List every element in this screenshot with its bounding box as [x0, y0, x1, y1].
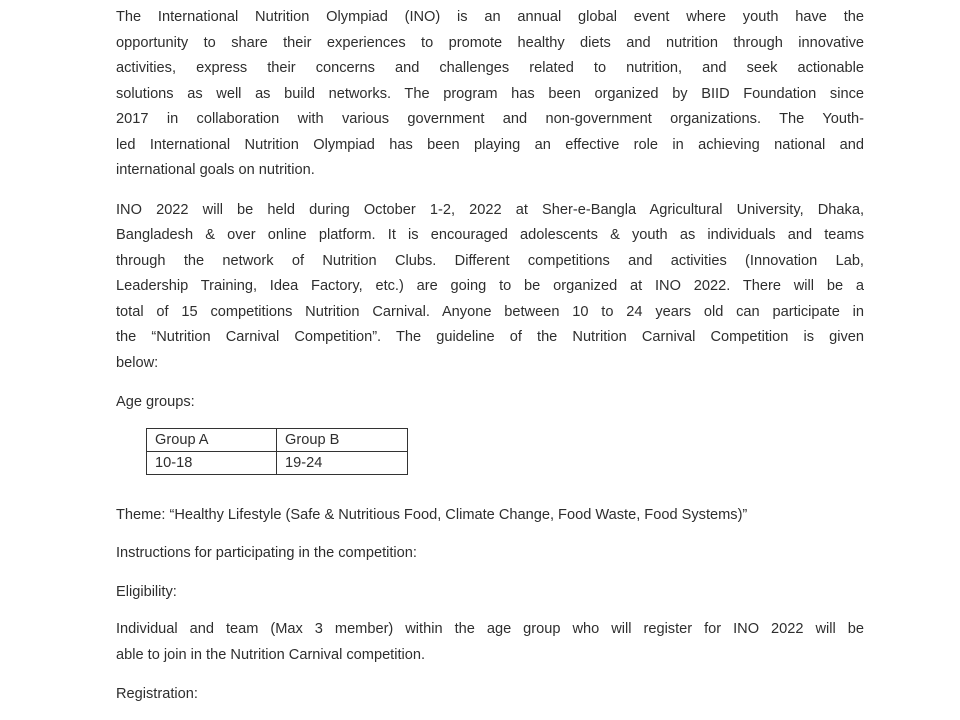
text-line: 2017 in collaboration with various government and non-government organizations. The Youth-: [116, 111, 864, 127]
table-row: [147, 451, 408, 474]
age-groups-label: Age groups:: [116, 394, 195, 410]
eligibility-heading: Eligibility:: [116, 583, 177, 600]
text-line: international goals on nutrition.: [116, 162, 315, 178]
text-line: opportunity to share their experiences to promote healthy diets and nutrition through innovative: [116, 34, 864, 51]
text-line: below:: [116, 354, 159, 371]
table-cell: 10-18: [147, 451, 277, 474]
theme-text: Theme: “Healthy Lifestyle (Safe & Nutritious Food, Climate Change, Food Waste, Food Systems)”: [116, 506, 748, 523]
text-line: led International Nutrition Olympiad has been playing an effective role in achieving national and: [116, 136, 864, 153]
text-line: solutions as well as build networks. The program has been organized by BIID Foundation since: [116, 85, 864, 102]
intro-paragraph: [116, 5, 864, 184]
text-line: Leadership Training, Idea Factory, etc.) are going to be organized at INO 2022. There will be a: [116, 278, 864, 294]
table-row: [147, 428, 408, 451]
registration-heading: Registration:: [116, 686, 198, 702]
text-line: total of 15 competitions Nutrition Carnival. Anyone between 10 to 24 years old can participate in: [116, 303, 864, 320]
text-line: the “Nutrition Carnival Competition”. The guideline of the Nutrition Carnival Competition is given: [116, 329, 864, 345]
text-line: able to join in the Nutrition Carnival competition.: [116, 646, 426, 663]
age-groups-table: [146, 428, 408, 475]
event-paragraph: [116, 198, 864, 377]
text-line: activities, express their concerns and challenges related to nutrition, and seek actionable: [116, 60, 864, 76]
instructions-heading: Instructions for participating in the competition:: [116, 545, 417, 561]
document-body: [116, 5, 864, 708]
text-line: Bangladesh & over online platform. It is encouraged adolescents & youth as individuals and teams: [116, 227, 864, 243]
text-line: through the network of Nutrition Clubs. Different competitions and activities (Innovation Lab,: [116, 252, 864, 269]
eligibility-paragraph: [116, 617, 864, 668]
table-cell: Group B: [277, 428, 408, 451]
table-cell: Group A: [147, 428, 277, 451]
text-line: Individual and team (Max 3 member) within the age group who will register for INO 2022 will be: [116, 621, 864, 637]
table-cell: 19-24: [277, 451, 408, 474]
text-line: INO 2022 will be held during October 1-2, 2022 at Sher-e-Bangla Agricultural University, Dhaka,: [116, 201, 864, 218]
text-line: The International Nutrition Olympiad (INO) is an annual global event where youth have the: [116, 9, 864, 25]
